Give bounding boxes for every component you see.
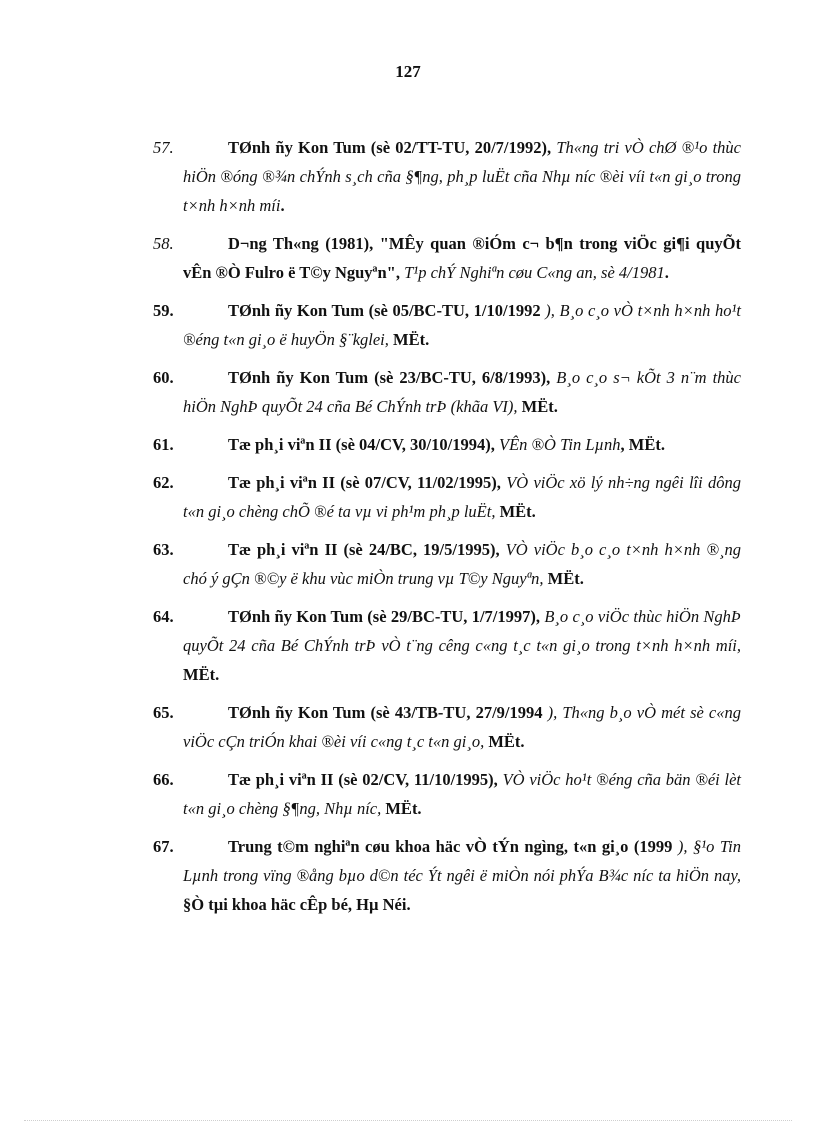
reference-title: VÒ viÖc b¸o c¸o t×nh h×nh ®¸ng chó ý gÇn ®©y ë khu vùc miÒn trung vµ T©y Nguyªn, [183,540,742,588]
reference-author: D¬ng Th«ng (1981), "MÊy quan ®iÓm c¬ b¶n trong viÖc gi¶i quyÕt vÊn ®Ò Fulro ë T©y Nguyªn", [183,234,741,282]
reference-title: T¹p chÝ Nghiªn cøu C«ng an, sè 4/1981 [404,263,665,282]
reference-number: 60. [153,368,174,387]
reference-number: 63. [153,540,174,559]
reference-item [153,133,741,220]
reference-status: MËt. [517,397,558,416]
page-number: 127 [395,62,421,81]
reference-number: 61. [153,435,174,454]
reference-title: Th«ng tri vÒ chØ ®¹o thùc hiÖn ®óng ®¾n chÝnh s¸ch cña §¶ng, ph¸p luËt cña Nhµ níc ®èi víi t«n gi¸o trong t×nh h×nh míi [183,138,742,215]
reference-number: 67. [153,837,174,856]
reference-text [183,133,741,220]
reference-item [153,468,741,526]
reference-author: Tæ ph¸i viªn II (sè 24/BC, 19/5/1995), [228,540,500,559]
reference-title: ), §¹o Tin Lµnh trong vïng ®ång bµo d©n téc Ýt ngêi ë miÒn nói phÝa B¾c níc ta hiÖn nay, [183,837,742,885]
reference-item [153,229,741,287]
reference-item [153,363,741,421]
reference-item [153,602,741,689]
reference-number: 59. [153,301,174,320]
reference-status: MËt. [388,330,430,349]
reference-text [183,363,741,421]
reference-title: VÒ viÖc xö lý nh÷ng ngêi lîi dông t«n gi¸o chèng chÕ ®é ta vµ vi ph¹m ph¸p luËt, [183,473,742,521]
reference-title: B¸o c¸o viÖc thùc hiÖn NghÞ quyÕt 24 cña Bé ChÝnh trÞ vÒ t¨ng cêng c«ng t¸c t«n gi¸o trong t×nh h×nh míi, [183,607,741,655]
reference-author: Trung t©m nghiªn cøu khoa häc vÒ tÝn ngìng, t«n gi¸o (1999 [228,837,673,856]
reference-item [153,535,741,593]
reference-author: Tæ ph¸i viªn II (sè 07/CV, 11/02/1995), [228,473,501,492]
reference-title: VÊn ®Ò Tin Lµnh [498,435,621,454]
reference-number: 58. [153,234,174,253]
reference-author: Tæ ph¸i viªn II (sè 02/CV, 11/10/1995), [228,770,498,789]
reference-status: , MËt. [620,435,665,454]
reference-status: . [280,196,285,215]
reference-number: 57. [153,138,174,157]
page-bottom-divider [24,1120,792,1121]
reference-status: §Ò tµi khoa häc cÊp bé, Hµ Néi. [183,895,411,914]
reference-number: 66. [153,770,174,789]
reference-number: 64. [153,607,174,626]
reference-text [183,296,741,354]
reference-item [153,765,741,823]
reference-number: 62. [153,473,174,492]
reference-status: MËt. [543,569,584,588]
reference-item [153,430,741,459]
reference-author: TØnh ñy Kon Tum (sè 05/BC-TU, 1/10/1992 [228,301,541,320]
reference-list [153,133,741,928]
reference-item [153,296,741,354]
reference-text [183,698,741,756]
reference-status: MËt. [381,799,422,818]
reference-status: . [664,263,669,282]
reference-status: MËt. [495,502,536,521]
reference-item [153,832,741,919]
reference-text [183,832,741,919]
reference-text [183,602,741,689]
reference-author: TØnh ñy Kon Tum (sè 29/BC-TU, 1/7/1997), [228,607,541,626]
reference-title: ), B¸o c¸o vÒ t×nh h×nh ho¹t ®éng t«n gi¸o ë huyÖn §¨kglei, [183,301,741,349]
reference-status: MËt. [183,665,220,684]
reference-number: 65. [153,703,174,722]
reference-text [183,468,741,526]
reference-author: TØnh ñy Kon Tum (sè 02/TT-TU, 20/7/1992), [228,138,552,157]
reference-title: ), Th«ng b¸o vÒ mét sè c«ng viÖc cÇn triÓn khai ®èi víi c«ng t¸c t«n gi¸o, [183,703,742,751]
reference-author: Tæ ph¸i viªn II (sè 04/CV, 30/10/1994), [228,435,495,454]
reference-text [183,535,741,593]
reference-status: MËt. [484,732,525,751]
reference-text [183,430,741,459]
reference-author: TØnh ñy Kon Tum (sè 43/TB-TU, 27/9/1994 [228,703,543,722]
reference-text [183,765,741,823]
reference-text [183,229,741,287]
reference-title: B¸o c¸o s¬ kÕt 3 n¨m thùc hiÖn NghÞ quyÕt 24 cña Bé ChÝnh trÞ (khãa VI), [183,368,741,416]
reference-title: VÒ viÖc ho¹t ®éng cña bän ®éi lèt t«n gi¸o chèng §¶ng, Nhµ níc, [183,770,742,818]
reference-item [153,698,741,756]
reference-author: TØnh ñy Kon Tum (sè 23/BC-TU, 6/8/1993), [228,368,551,387]
